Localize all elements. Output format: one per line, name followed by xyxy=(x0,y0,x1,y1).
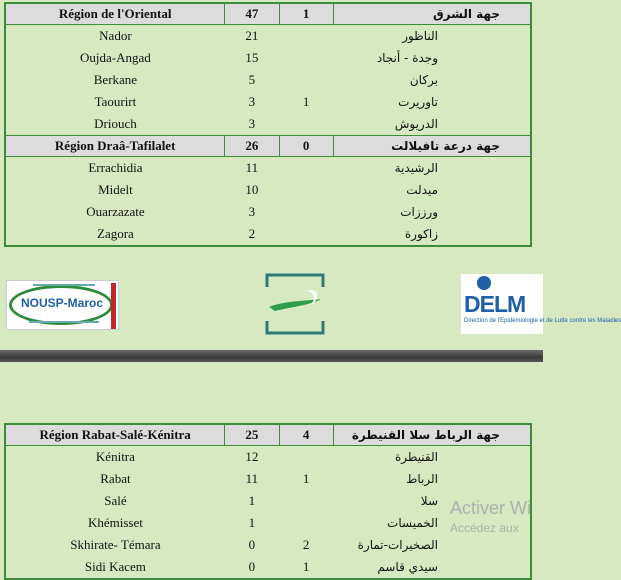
name-cell: Ouarzazate xyxy=(86,204,145,219)
arabic-name-cell: الرباط xyxy=(406,472,438,486)
region-header-row xyxy=(5,3,531,25)
table-row xyxy=(5,446,531,469)
delm-logo-text: DELM xyxy=(464,291,526,317)
count-cell: 11 xyxy=(245,471,259,486)
nousp-logo-text: NOUSP-Maroc xyxy=(21,296,104,310)
count2-cell xyxy=(279,201,333,223)
count-cell: 21 xyxy=(245,28,259,43)
arabic-name-cell: الصخيرات-تمارة xyxy=(357,538,438,552)
arabic-name-cell: ورززات xyxy=(400,205,438,219)
count2-cell: 4 xyxy=(279,424,333,446)
count2-cell xyxy=(279,47,333,69)
count-cell: 3 xyxy=(248,204,256,219)
name-cell: Région Rabat-Salé-Kénitra xyxy=(5,424,225,446)
name-cell: Errachidia xyxy=(88,160,143,175)
name-cell: Région Draâ-Tafilalet xyxy=(5,136,225,157)
count2-cell xyxy=(279,446,333,469)
watermark-line-2: Accédez aux xyxy=(450,521,519,535)
count-cell: 0 xyxy=(248,559,256,574)
count2-cell: 1 xyxy=(302,471,310,486)
arabic-name-cell: جهة الشرق xyxy=(333,3,531,25)
table-row xyxy=(5,91,531,113)
arabic-name-cell: سلا xyxy=(420,494,438,508)
watermark-line-1: Activer Wi xyxy=(450,498,531,518)
name-cell: Kénitra xyxy=(95,449,135,464)
arabic-name-cell: القنيطرة xyxy=(394,450,438,464)
arabic-name-cell: الدريوش xyxy=(394,117,438,131)
name-cell: Rabat xyxy=(100,471,131,486)
arabic-name-cell: جهة درعة تافيلالت xyxy=(333,136,531,157)
arabic-name-cell: ميدلت xyxy=(406,183,438,197)
arabic-name-cell: تاوريرت xyxy=(398,95,438,109)
name-cell: Driouch xyxy=(94,116,137,131)
table-row xyxy=(5,69,531,91)
region-header-row xyxy=(5,136,531,157)
arabic-name-cell: الرشيدية xyxy=(394,161,438,175)
count2-cell xyxy=(279,223,333,246)
name-cell: Nador xyxy=(99,28,132,43)
arabic-name-cell: سيدي قاسم xyxy=(377,560,438,574)
arabic-name-cell: وجدة - أنجاد xyxy=(376,51,438,65)
count-cell: 5 xyxy=(248,72,256,87)
count2-cell xyxy=(279,113,333,136)
table-row xyxy=(5,556,531,579)
table-row xyxy=(5,223,531,246)
oriental-draa-table xyxy=(4,2,532,247)
count-cell: 1 xyxy=(248,493,256,508)
name-cell: Oujda-Angad xyxy=(80,50,151,65)
count2-cell xyxy=(279,157,333,180)
count-cell: 15 xyxy=(245,50,259,65)
count2-cell: 0 xyxy=(279,136,333,157)
count2-cell xyxy=(279,490,333,512)
count-cell: 47 xyxy=(225,3,279,25)
name-cell: Région de l'Oriental xyxy=(5,3,225,25)
arabic-name-cell: زاكورة xyxy=(404,227,438,241)
arabic-name-cell: بركان xyxy=(409,73,438,87)
table-row xyxy=(5,157,531,180)
count-cell: 10 xyxy=(245,182,259,197)
page-separator xyxy=(0,350,543,362)
count-cell: 12 xyxy=(245,449,259,464)
table-row xyxy=(5,47,531,69)
windows-activation-watermark xyxy=(450,498,531,535)
count2-cell: 2 xyxy=(302,537,310,552)
count-cell: 11 xyxy=(245,160,259,175)
nousp-maroc-logo xyxy=(6,280,119,330)
table-row xyxy=(5,179,531,201)
name-cell: Sidi Kacem xyxy=(84,559,146,574)
arabic-name-cell: الخميسات xyxy=(387,516,438,530)
table-row xyxy=(5,113,531,136)
name-cell: Skhirate- Témara xyxy=(70,537,161,552)
table-row xyxy=(5,201,531,223)
count-cell: 1 xyxy=(248,515,256,530)
name-cell: Salé xyxy=(104,493,127,508)
count2-cell: 1 xyxy=(279,3,333,25)
delm-logo-subtitle: Direction de l'Epidémiologie et de Lutte contre les Maladies xyxy=(464,318,621,324)
count2-cell xyxy=(279,512,333,534)
logos-band xyxy=(0,258,621,348)
count-cell: 3 xyxy=(248,94,256,109)
table-row xyxy=(5,468,531,490)
arabic-name-cell: الناظور xyxy=(402,29,438,43)
name-cell: Midelt xyxy=(98,182,133,197)
count-cell: 25 xyxy=(225,424,279,446)
count-cell: 2 xyxy=(248,226,256,241)
table-row xyxy=(5,534,531,556)
count2-cell: 1 xyxy=(302,559,310,574)
name-cell: Khémisset xyxy=(87,515,143,530)
count2-cell xyxy=(279,25,333,48)
table-row xyxy=(5,25,531,48)
count2-cell: 1 xyxy=(302,94,310,109)
count2-cell xyxy=(279,69,333,91)
ministry-emblem-logo xyxy=(261,271,329,337)
count-cell: 3 xyxy=(248,116,256,131)
name-cell: Taourirt xyxy=(94,94,137,109)
delm-logo xyxy=(461,274,621,334)
name-cell: Zagora xyxy=(97,226,134,241)
region-header-row xyxy=(5,424,531,446)
count-cell: 26 xyxy=(225,136,279,157)
name-cell: Berkane xyxy=(93,72,138,87)
count-cell: 0 xyxy=(248,537,256,552)
count2-cell xyxy=(279,179,333,201)
arabic-name-cell: جهة الرباط سلا القنيطرة xyxy=(333,424,531,446)
